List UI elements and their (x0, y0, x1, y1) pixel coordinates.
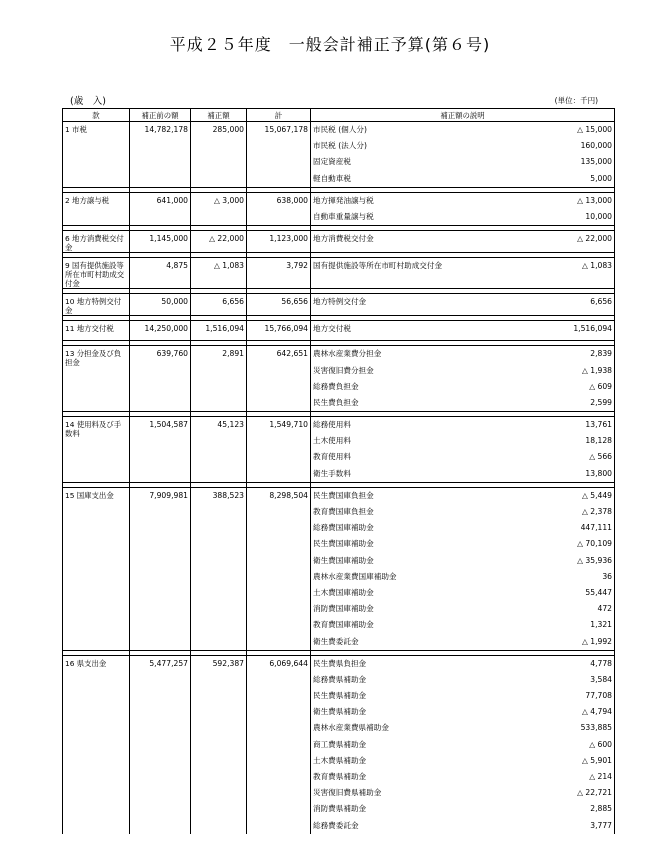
explanation-label: 農林水産業費国庫補助金 (313, 571, 397, 581)
explanation-cell (311, 449, 615, 465)
explanation-amount: 2,839 (590, 349, 612, 359)
table-row (63, 122, 615, 139)
before-amount: 4,875 (130, 258, 191, 289)
before-amount: 641,000 (130, 192, 191, 225)
change-amount: 285,000 (191, 122, 247, 188)
explanation-amount: △ 1,938 (582, 365, 612, 375)
explanation-label: 農林水産業費県補助金 (313, 723, 389, 733)
table-row (63, 258, 615, 289)
explanation-cell (311, 585, 615, 601)
explanation-cell (311, 379, 615, 395)
explanation-label: 総務費国庫補助金 (313, 523, 374, 533)
before-amount: 7,909,981 (130, 487, 191, 650)
category-name: 11 地方交付税 (63, 321, 130, 341)
header-change: 補正額 (191, 109, 247, 122)
change-amount: 388,523 (191, 487, 247, 650)
category-name: 15 国庫支出金 (63, 487, 130, 650)
explanation-amount: 2,599 (590, 397, 612, 407)
explanation-amount: △ 5,449 (582, 490, 612, 500)
explanation-cell (311, 231, 615, 253)
before-amount: 1,145,000 (130, 231, 191, 253)
explanation-amount: △ 2,378 (582, 507, 612, 516)
explanation-cell (311, 769, 615, 785)
total-amount: 8,298,504 (247, 487, 311, 650)
explanation-label: 教育費県補助金 (313, 772, 367, 781)
change-amount: △ 1,083 (191, 258, 247, 289)
table-row (63, 655, 615, 672)
change-amount: 1,516,094 (191, 321, 247, 341)
explanation-label: 固定資産税 (313, 157, 351, 167)
total-amount: 1,549,710 (247, 417, 311, 483)
explanation-amount: △ 15,000 (577, 125, 612, 134)
explanation-cell (311, 655, 615, 672)
explanation-amount: △ 4,794 (582, 707, 612, 717)
explanation-label: 農林水産業費分担金 (313, 349, 382, 359)
category-name: 1 市税 (63, 122, 130, 188)
explanation-cell (311, 395, 615, 412)
table-row (63, 231, 615, 253)
explanation-amount: 13,761 (585, 420, 612, 430)
explanation-amount: 3,584 (590, 674, 612, 684)
explanation-label: 国有提供施設等所在市町村助成交付金 (313, 261, 443, 271)
explanation-cell (311, 258, 615, 289)
category-name: 14 使用料及び手数料 (63, 417, 130, 483)
total-amount: 638,000 (247, 192, 311, 225)
explanation-label: 土木費県補助金 (313, 755, 367, 765)
explanation-cell (311, 704, 615, 720)
explanation-label: 民生費国庫補助金 (313, 539, 374, 549)
explanation-amount: 6,656 (590, 297, 612, 307)
table-header-row (63, 109, 615, 122)
explanation-label: 市民税 (法人分) (313, 141, 367, 151)
explanation-amount: 4,778 (590, 658, 612, 668)
explanation-label: 土木費国庫補助金 (313, 587, 374, 597)
before-amount: 5,477,257 (130, 655, 191, 834)
explanation-label: 災害復旧費県補助金 (313, 788, 382, 798)
before-amount: 50,000 (130, 294, 191, 316)
explanation-cell (311, 321, 615, 341)
explanation-label: 軽自動車税 (313, 173, 351, 183)
header-explanation: 補正額の説明 (311, 109, 615, 122)
total-amount: 1,123,000 (247, 231, 311, 253)
total-amount: 6,069,644 (247, 655, 311, 834)
explanation-amount: △ 609 (589, 381, 612, 391)
header-category: 款 (63, 109, 130, 122)
table-row (63, 192, 615, 209)
explanation-amount: 135,000 (580, 157, 612, 167)
explanation-cell (311, 818, 615, 834)
explanation-amount: △ 22,721 (577, 788, 612, 798)
explanation-cell (311, 122, 615, 139)
explanation-amount: 2,885 (590, 804, 612, 814)
category-name: 10 地方特例交付金 (63, 294, 130, 316)
explanation-cell (311, 346, 615, 363)
explanation-amount: 3,777 (590, 820, 612, 830)
explanation-label: 地方揮発油譲与税 (313, 195, 374, 205)
explanation-cell (311, 785, 615, 801)
explanation-label: 地方交付税 (313, 324, 351, 334)
explanation-amount: 447,111 (580, 523, 612, 533)
explanation-amount: 77,708 (585, 691, 612, 701)
explanation-label: 民生費県補助金 (313, 691, 367, 701)
table-row (63, 321, 615, 341)
explanation-amount: 1,321 (590, 620, 612, 630)
explanation-amount: △ 1,992 (582, 636, 612, 646)
explanation-amount: △ 1,083 (582, 261, 612, 271)
explanation-cell (311, 720, 615, 736)
explanation-cell (311, 569, 615, 585)
category-name: 9 国有提供施設等所在市町村助成交付金 (63, 258, 130, 289)
explanation-cell (311, 553, 615, 569)
explanation-label: 総務費負担金 (313, 381, 359, 391)
total-amount: 56,656 (247, 294, 311, 316)
explanation-amount: △ 566 (589, 452, 612, 462)
explanation-cell (311, 520, 615, 536)
table-row (63, 294, 615, 316)
change-amount: 6,656 (191, 294, 247, 316)
explanation-amount: 55,447 (585, 587, 612, 597)
explanation-label: 衛生費委託金 (313, 636, 359, 646)
explanation-cell (311, 737, 615, 753)
explanation-cell (311, 601, 615, 617)
explanation-cell (311, 138, 615, 154)
header-total: 計 (247, 109, 311, 122)
explanation-cell (311, 487, 615, 504)
before-amount: 1,504,587 (130, 417, 191, 483)
explanation-label: 教育費国庫補助金 (313, 620, 374, 630)
total-amount: 642,651 (247, 346, 311, 412)
explanation-label: 衛生費県補助金 (313, 707, 367, 717)
explanation-amount: △ 70,109 (577, 539, 612, 549)
total-amount: 3,792 (247, 258, 311, 289)
section-label: (歳 入) (70, 96, 106, 107)
change-amount: 45,123 (191, 417, 247, 483)
explanation-cell (311, 417, 615, 434)
explanation-amount: 533,885 (580, 723, 612, 733)
explanation-cell (311, 801, 615, 817)
explanation-label: 民生費県負担金 (313, 658, 367, 668)
explanation-label: 商工費県補助金 (313, 739, 367, 749)
explanation-cell (311, 634, 615, 651)
change-amount: 592,387 (191, 655, 247, 834)
explanation-amount: 18,128 (585, 436, 612, 446)
explanation-cell (311, 154, 615, 170)
page-title: 平成２５年度 一般会計補正予算(第６号) (169, 35, 491, 54)
explanation-label: 総務費委託金 (313, 820, 359, 830)
explanation-amount: △ 13,000 (577, 195, 612, 205)
category-name: 13 分担金及び負担金 (63, 346, 130, 412)
explanation-label: 教育使用料 (313, 452, 351, 462)
explanation-label: 衛生費国庫補助金 (313, 555, 374, 565)
explanation-amount: △ 214 (589, 772, 612, 781)
explanation-cell (311, 294, 615, 316)
explanation-cell (311, 466, 615, 483)
explanation-cell (311, 753, 615, 769)
explanation-cell (311, 504, 615, 520)
budget-table (62, 108, 615, 834)
explanation-cell (311, 433, 615, 449)
category-name: 16 県支出金 (63, 655, 130, 834)
explanation-label: 衛生手数料 (313, 468, 351, 478)
explanation-amount: 1,516,094 (573, 324, 612, 334)
explanation-label: 災害復旧費分担金 (313, 365, 374, 375)
explanation-amount: 10,000 (585, 211, 612, 221)
explanation-label: 地方特例交付金 (313, 297, 367, 307)
total-amount: 15,766,094 (247, 321, 311, 341)
explanation-cell (311, 171, 615, 188)
explanation-cell (311, 688, 615, 704)
explanation-cell (311, 617, 615, 633)
total-amount: 15,067,178 (247, 122, 311, 188)
explanation-cell (311, 209, 615, 226)
table-row (63, 417, 615, 434)
change-amount: △ 3,000 (191, 192, 247, 225)
explanation-label: 教育費国庫負担金 (313, 507, 374, 516)
explanation-label: 土木使用料 (313, 436, 351, 446)
before-amount: 639,760 (130, 346, 191, 412)
explanation-amount: △ 22,000 (577, 234, 612, 244)
explanation-amount: △ 600 (589, 739, 612, 749)
header-before: 補正前の額 (130, 109, 191, 122)
explanation-cell (311, 192, 615, 209)
explanation-label: 市民税 (個人分) (313, 125, 367, 134)
explanation-amount: 36 (602, 571, 612, 581)
explanation-label: 自動車重量譲与税 (313, 211, 374, 221)
unit-label: (単位：千円) (554, 96, 598, 105)
category-name: 2 地方譲与税 (63, 192, 130, 225)
before-amount: 14,250,000 (130, 321, 191, 341)
explanation-amount: 5,000 (590, 173, 612, 183)
explanation-amount: △ 5,901 (582, 755, 612, 765)
explanation-label: 民生費国庫負担金 (313, 490, 374, 500)
explanation-amount: 13,800 (585, 468, 612, 478)
explanation-cell (311, 536, 615, 552)
category-name: 6 地方消費税交付金 (63, 231, 130, 253)
explanation-label: 消防費国庫補助金 (313, 604, 374, 614)
table-row (63, 487, 615, 504)
explanation-cell (311, 672, 615, 688)
before-amount: 14,782,178 (130, 122, 191, 188)
change-amount: 2,891 (191, 346, 247, 412)
explanation-amount: △ 35,936 (577, 555, 612, 565)
change-amount: △ 22,000 (191, 231, 247, 253)
explanation-label: 民生費負担金 (313, 397, 359, 407)
explanation-amount: 160,000 (580, 141, 612, 151)
explanation-label: 総務費県補助金 (313, 674, 367, 684)
table-row (63, 346, 615, 363)
explanation-label: 地方消費税交付金 (313, 234, 374, 244)
explanation-cell (311, 363, 615, 379)
explanation-amount: 472 (597, 604, 612, 614)
explanation-label: 総務使用料 (313, 420, 351, 430)
explanation-label: 消防費県補助金 (313, 804, 367, 814)
